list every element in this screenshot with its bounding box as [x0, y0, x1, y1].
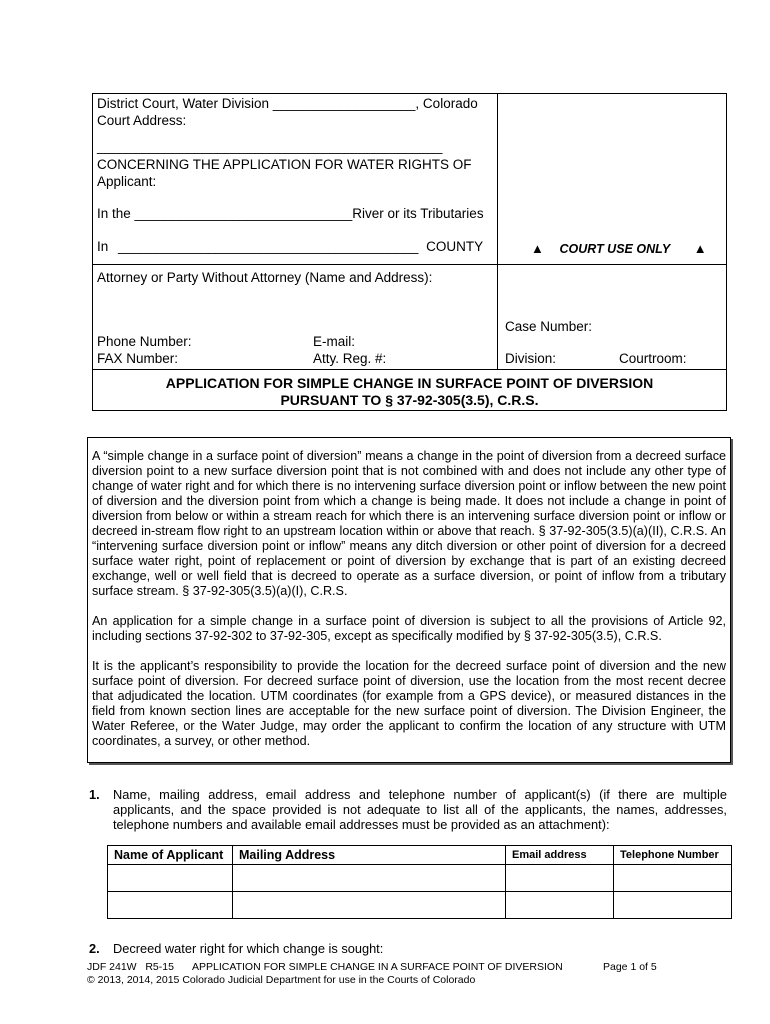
column-header-email: Email address [506, 846, 614, 865]
item-1-text: Name, mailing address, email address and telephone number of applicant(s) (if there are multiple applicants, and the space provided is not adequate to list all of the applicants, the names, addresses, telephone numbers and available email addresses must be provided as an attachment): [113, 787, 727, 832]
caption-divider [497, 93, 498, 369]
river-line [97, 206, 484, 221]
case-number-label[interactable]: Case Number: [505, 319, 593, 334]
county-prefix: In [97, 239, 109, 254]
applicant-phone-cell[interactable] [614, 865, 732, 892]
fax-label[interactable]: FAX Number: [97, 351, 179, 366]
river-suffix: River or its Tributaries [352, 206, 484, 221]
applicant-address-cell[interactable] [233, 892, 506, 919]
district-court-line: District Court, Water Division ___________________, Colorado [97, 96, 478, 111]
table-row [108, 892, 732, 919]
county-blank[interactable]: ________________________________________ [118, 239, 419, 254]
form-title-line-1: APPLICATION FOR SIMPLE CHANGE IN SURFACE POINT OF DIVERSION [165, 375, 654, 391]
applicant-label: Applicant: [97, 174, 157, 189]
caption-separator: ______________________________________________ [97, 139, 443, 154]
applicant-address-cell[interactable] [233, 865, 506, 892]
county-suffix: COUNTY [426, 239, 484, 254]
triangle-up-icon: ▲ [693, 241, 707, 256]
division-label[interactable]: Division: [505, 351, 557, 366]
concerning-heading: CONCERNING THE APPLICATION FOR WATER RIGHTS OF [97, 157, 472, 172]
footer-form-title: APPLICATION FOR SIMPLE CHANGE IN A SURFACE POINT OF DIVERSION [192, 961, 563, 973]
county-line [97, 239, 483, 254]
item-2-number: 2. [89, 941, 100, 956]
definition-paragraph-3: It is the applicant’s responsibility to provide the location for the decreed surface point of diversion and the new surface point of diversion. For decreed surface point of diversion, use the location from the most recent decree that adjudicated the location. UTM coordinates (for example from a GPS device), or measured distances in the field from known section lines are acceptable for the new surface point of diversion. The Division Engineer, the Water Referee, or the Water Judge, may order the applicant to confirm the location of any structure with UTM coordinates, a survey, or other method. [92, 659, 726, 748]
triangle-up-icon: ▲ [531, 241, 544, 256]
applicant-table [107, 845, 732, 919]
applicant-email-cell[interactable] [506, 892, 614, 919]
caption-rule-2 [92, 369, 727, 370]
definition-paragraph-2: An application for a simple change in a surface point of diversion is subject to all the provisions of Article 92, including sections 37-92-302 to 37-92-305, except as specifically modified by § 37-92-305(3.5), C.R.S. [92, 614, 726, 643]
definition-paragraph-1: A “simple change in a surface point of diversion” means a change in the point of diversion from a decreed surface diversion point to a new surface diversion point that is not combined with and does not include any other type of change of water right and for which there is no intervening surface diversion point or inflow between the new point of diversion and the diversion point from which a change is being made. It does not include a change in point of diversion from below or within a stream reach for which there is an intervening surface diversion point or inflow or decreed in-stream flow right to an upstream location within or above that reach. § 37-92-305(3.5)(a)(II), C.R.S. An “intervening surface diversion point or inflow” means any ditch diversion or other point of diversion for a decreed surface water right, point of replacement or point of diversion by exchange that is part of an existing decreed exchange, well or well field that is decreed to operate as a surface diversion, or point of inflow from a tributary surface stream. § 37-92-305(3.5)(a)(I), C.R.S. [92, 449, 726, 598]
item-1-number: 1. [89, 787, 100, 802]
caption-rule-1 [92, 264, 727, 265]
applicant-email-cell[interactable] [506, 865, 614, 892]
table-header-row [108, 846, 732, 865]
court-use-only-label: COURT USE ONLY [559, 242, 671, 256]
river-blank[interactable]: _____________________________ [134, 206, 353, 221]
atty-reg-label[interactable]: Atty. Reg. #: [313, 351, 387, 366]
court-address-label: Court Address: [97, 113, 187, 128]
applicant-name-cell[interactable] [108, 865, 233, 892]
column-header-mailing-address: Mailing Address [233, 846, 506, 865]
email-label[interactable]: E-mail: [313, 334, 356, 349]
river-prefix: In the [97, 206, 131, 221]
column-header-name: Name of Applicant [108, 846, 233, 865]
table-row [108, 865, 732, 892]
courtroom-label[interactable]: Courtroom: [619, 351, 687, 366]
attorney-label: Attorney or Party Without Attorney (Name and Address): [97, 270, 433, 285]
applicant-phone-cell[interactable] [614, 892, 732, 919]
court-use-only [531, 241, 707, 256]
phone-label[interactable]: Phone Number: [97, 334, 192, 349]
footer-copyright: © 2013, 2014, 2015 Colorado Judicial Department for use in the Courts of Colorado [87, 974, 476, 986]
applicant-name-cell[interactable] [108, 892, 233, 919]
column-header-telephone: Telephone Number [614, 846, 732, 865]
footer-form-id: JDF 241W R5-15 [87, 961, 174, 973]
item-2-text: Decreed water right for which change is sought: [113, 941, 384, 956]
footer-page-number: Page 1 of 5 [603, 961, 657, 973]
form-title-line-2: PURSUANT TO § 37-92-305(3.5), C.R.S. [280, 392, 539, 408]
